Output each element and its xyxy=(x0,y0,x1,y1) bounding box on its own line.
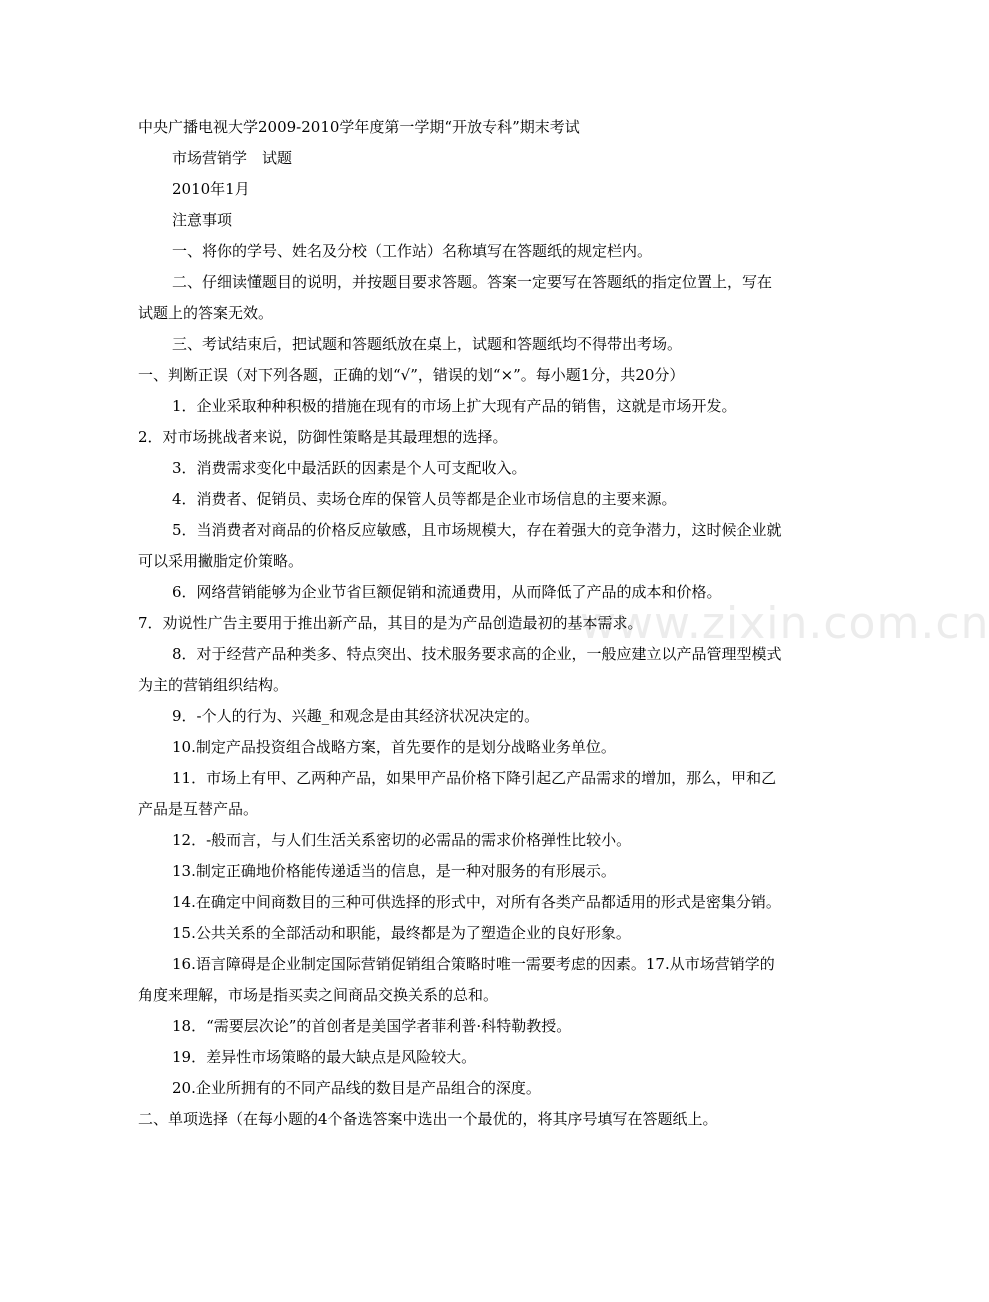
question-item: 12．-般而言，与人们生活关系密切的必需品的需求价格弹性比较小。 xyxy=(172,831,632,849)
notice-item: 三、考试结束后，把试题和答题纸放在桌上，试题和答题纸均不得带出考场。 xyxy=(172,335,683,353)
section-heading-2: 二、单项选择（在每小题的4个备选答案中选出一个最优的，将其序号填写在答题纸上。 xyxy=(138,1110,718,1128)
question-item: 14.在确定中间商数目的三种可供选择的形式中，对所有各类产品都适用的形式是密集分销。 xyxy=(172,893,781,911)
question-item: 19．差异性市场策略的最大缺点是风险较大。 xyxy=(172,1048,477,1066)
watermark: www.zixin.com.cn xyxy=(580,598,989,649)
question-item: 16.语言障碍是企业制定国际营销促销组合策略时唯一需要考虑的因素。17.从市场营销学的角度来理解，市场是指买卖之间商品交换关系的总和。 xyxy=(138,955,775,1004)
question-item: 2．对市场挑战者来说，防御性策略是其最理想的选择。 xyxy=(138,428,508,446)
subject-title: 市场营销学 试题 xyxy=(172,149,293,167)
question-item: 20.企业所拥有的不同产品线的数目是产品组合的深度。 xyxy=(172,1079,541,1097)
document-body xyxy=(138,112,786,1135)
question-item: 8．对于经营产品种类多、特点突出、技术服务要求高的企业，一般应建立以产品管理型模式为主的营销组织结构。 xyxy=(138,645,782,694)
question-item: 3．消费需求变化中最活跃的因素是个人可支配收入。 xyxy=(172,459,527,477)
exam-date: 2010年1月 xyxy=(172,180,250,198)
question-item: 5．当消费者对商品的价格反应敏感，且市场规模大，存在着强大的竞争潜力，这时候企业就可以采用撇脂定价策略。 xyxy=(138,521,782,570)
question-item: 11．市场上有甲、乙两种产品，如果甲产品价格下降引起乙产品需求的增加，那么，甲和乙产品是互替产品。 xyxy=(138,769,777,818)
question-item: 18．“需要层次论”的首创者是美国学者菲利普·科特勒教授。 xyxy=(172,1017,572,1035)
exam-title: 中央广播电视大学2009-2010学年度第一学期“开放专科”期末考试 xyxy=(138,118,580,136)
question-item: 10.制定产品投资组合战略方案，首先要作的是划分战略业务单位。 xyxy=(172,738,616,756)
question-item: 7．劝说性广告主要用于推出新产品，其目的是为产品创造最初的基本需求。 xyxy=(138,614,643,632)
notice-item: 一、将你的学号、姓名及分校（工作站）名称填写在答题纸的规定栏内。 xyxy=(172,242,653,260)
notice-item: 二、仔细读懂题目的说明，并按题目要求答题。答案一定要写在答题纸的指定位置上，写在试题上的答案无效。 xyxy=(138,273,773,322)
question-item: 13.制定正确地价格能传递适当的信息，是一种对服务的有形展示。 xyxy=(172,862,616,880)
question-item: 6．网络营销能够为企业节省巨额促销和流通费用，从而降低了产品的成本和价格。 xyxy=(172,583,722,601)
notice-heading: 注意事项 xyxy=(172,211,233,229)
question-item: 1．企业采取种种积极的措施在现有的市场上扩大现有产品的销售，这就是市场开发。 xyxy=(172,397,737,415)
question-item: 15.公共关系的全部活动和职能，最终都是为了塑造企业的良好形象。 xyxy=(172,924,631,942)
section-heading-1: 一、判断正误（对下列各题，正确的划“√”，错误的划“×”。每小题1分，共20分） xyxy=(138,366,685,384)
question-item: 4．消费者、促销员、卖场仓库的保管人员等都是企业市场信息的主要来源。 xyxy=(172,490,677,508)
question-item: 9．-个人的行为、兴趣_和观念是由其经济状况决定的。 xyxy=(172,707,540,725)
